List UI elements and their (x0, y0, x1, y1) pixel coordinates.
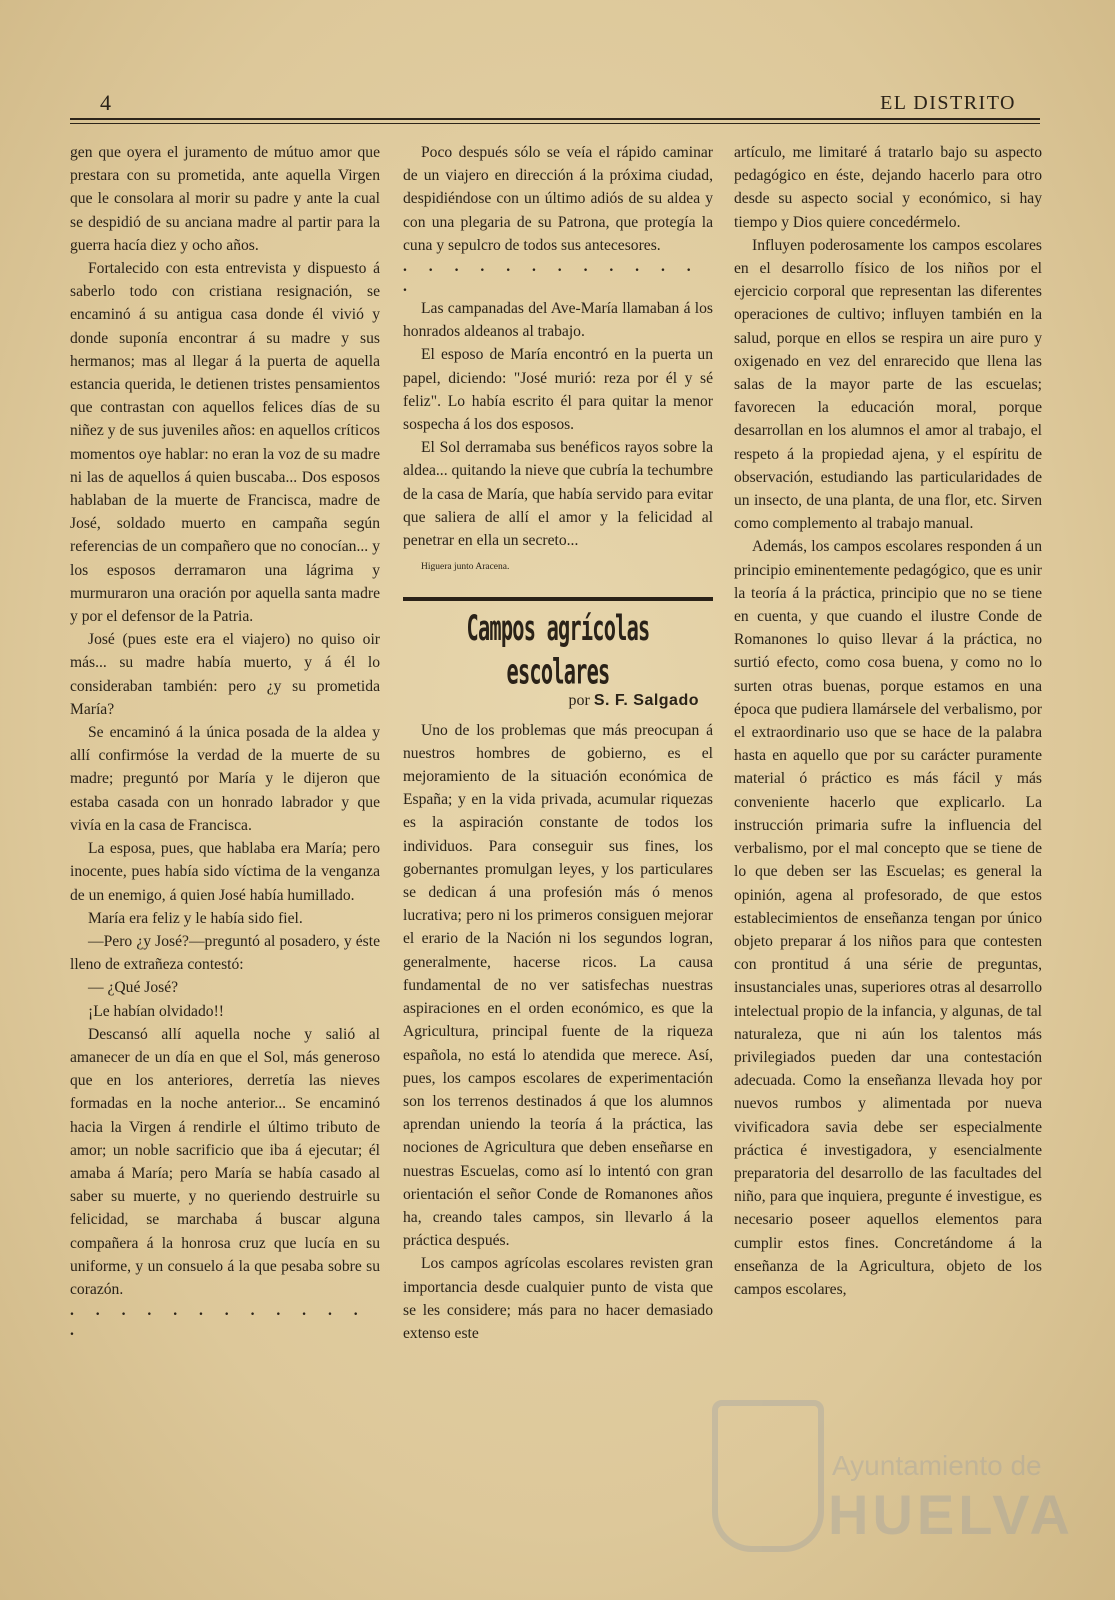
ellipsis-separator: . . . . . . . . . . . . . (403, 258, 700, 296)
paragraph: Uno de los problemas que más preocupan á nuestros hombres de gobierno, es el mejoramiento de la situación económica de España; y en la vida privada, acumular riquezas es la aspiración constante de todos los individuos. Para conseguir sus fines, los gobernantes promulgan leyes, y los particulares se dedican á una profesión más ó menos lucrativa; pero ni los primeros consiguen mejorar el erario de la Nación ni los segundos logran, generalmente, hacerse ricos. La causa fundamental de no ver satisfechas nuestras aspiraciones en el orden económico, es que la Agricultura, principal fuente de la riqueza española, no está lo atendida que merece. Así, pues, los campos escolares de experimentación son los terrenos destinados á que los alumnos aprendan uniendo la teoría á la práctica, las nociones de Agricultura que deben enseñarse en nuestras Escuelas, como así lo intentó con gran orientación el señor Conde de Romanones años ha, creando tales campos, sin llevarlo á la práctica después. (403, 721, 713, 1250)
paragraph: Poco después sólo se veía el rápido caminar de un viajero en dirección á la próxima ciudad, despidiéndose con un último adiós de su aldea y con una plegaria de su Patrona, que protegía la cuna y sepulcro de todos sus antecesores. (403, 144, 713, 254)
paragraph: Además, los campos escolares responden á un principio eminentemente pedagógico, que es unir la teoría á la práctica, principio que no se tiene en cuenta, y que cuando el ilustre Conde de Romanones lo quiso llevar á la práctica, no surtió efecto, como cosa buena, y como no lo surten otras buenas, porque estamos en una época que pudiera llamársele del verbalismo, por el extraordinario uso que se hace de la palabra hasta en aquello que por su carácter puramente material ó práctico es más fácil y más conveniente hacerlo que explicarlo. La instrucción primaria sufre la influencia del verbalismo, por el mal concepto que se tiene de lo que deben ser las Escuelas; es general la opinión, agena al profesorado, de que estos establecimientos de enseñanza tengan por único objeto preparar á los niños para que contesten con prontitud á una série de preguntas, insustanciales unas, superiores otras al desarrollo intelectual propio de la infancia, y algunas, de tal naturaleza, que ni aún los talentos más privilegiados pueden dar una contestación adecuada. Como la enseñanza llevada hoy por nuevos rumbos y alimentada por nueva vivificadora savia debe ser especialmente práctica é investigadora, y esencialmente preparatoria del desarrollo de las facultades del niño, para que inquiera, pregunte é investigue, es necesario poseer aquellos elementos para cumplir estos fines. Concretándome á la enseñanza de la Agricultura, objeto de los campos escolares, (734, 538, 1042, 1298)
paragraph: El Sol derramaba sus benéficos rayos sobre la aldea... quitando la nieve que cubría la techumbre de la casa de María, que había servido para evitar que saliera de allí el amor y la felicidad al penetrar en ella un secreto... (403, 439, 714, 550)
paragraph: Los campos agrícolas escolares revisten gran importancia desde cualquier punto de vista que se les considere; más para no hacer demasiado extenso este (403, 1255, 713, 1342)
story-credit: Higuera junto Aracena. (421, 562, 510, 573)
archive-watermark (712, 1390, 1074, 1560)
page-number: 4 (100, 90, 111, 115)
masthead: EL DISTRITO (880, 92, 1016, 114)
paragraph: José (pues este era el viajero) no quiso oir más... su madre había muerto, y á él lo consideraban también: pero ¿y su prometida María? (70, 631, 380, 718)
paragraph: El esposo de María encontró en la puerta un papel, diciendo: "José murió: reza por él y sé feliz". Lo había escrito él para quitar la menor sospecha á los dos esposos. (403, 346, 713, 434)
article-title: Campos agrícolas escolares (466, 609, 650, 694)
watermark-line1: Ayuntamiento de (832, 1450, 1042, 1481)
column-left (70, 141, 380, 1341)
paragraph: Fortalecido con esta entrevista y dispuesto á saberlo todo con cristiana resignación, se encaminó á su antigua casa donde él vivió y donde suponía encontrar á su madre y sus hermanos; mas al llegar á la puerta de aquella estancia querida, le detienen tristes pensamientos que contrastan con aquellos felices días de su niñez y de sus juveniles años: en aquellos críticos momentos oye hablar: no eran la voz de su madre ni las de aquellos á quien buscaba... Dos esposos hablaban de la muerte de Francisca, madre de José, soldado muerto en campaña según referencias de un compañero que no conocían... y los esposos derramaron una lágrima y murmuraron una oración por aquella santa madre y por el defensor de la Patria. (70, 260, 380, 626)
paragraph: artículo, me limitaré á tratarlo bajo su aspecto pedagógico en éste, dejando hacerlo para otro desde su aspecto social y económico, si hay tiempo y Dios quiere concedérmelo. (734, 144, 1042, 231)
header-rule-thin (70, 123, 1040, 124)
paragraph: ¡Le habían olvidado!! (88, 1002, 224, 1020)
watermark-line2: HUELVA (828, 1483, 1074, 1546)
header-rule (70, 118, 1040, 120)
seal-icon (712, 1400, 824, 1552)
ellipsis-separator: . . . . . . . . . . . . . (70, 1302, 367, 1340)
paragraph: María era feliz y le había sido fiel. (88, 909, 303, 927)
page-header (70, 88, 1040, 120)
paragraph: — ¿Qué José? (88, 979, 179, 997)
paragraph: Las campanadas del Ave-María llamaban á los honrados aldeanos al trabajo. (403, 300, 713, 341)
column-right (734, 141, 1042, 1301)
byline-prefix: por (568, 692, 590, 710)
article-separator (403, 597, 713, 601)
column-middle (403, 141, 713, 1345)
paragraph: La esposa, pues, que hablaba era María; pero inocente, pues había sido víctima de la venganza de un enemigo, á quien José había humillado. (70, 840, 380, 904)
paragraph: —Pero ¿y José?—preguntó al posadero, y éste lleno de extrañeza contestó: (70, 932, 380, 974)
paragraph: gen que oyera el juramento de mútuo amor que prestara con su prometida, ante aquella Virgen que le consolara al morir su padre y ante la cual se despidió de su anciana madre al partir para la guerra hacía diez y ocho años. (70, 144, 380, 254)
byline-author: S. F. Salgado (593, 692, 699, 710)
paragraph: Influyen poderosamente los campos escolares en el desarrollo físico de los niños por el ejercicio corporal que representan las diferentes operaciones de cultivo; influyen también en la salud, porque en ellos se respira un aire puro y oxigenado en vez del enrarecido que llena las salas de la mayor parte de las escuelas; favorecen la educación moral, porque desarrollan en los alumnos el amor al trabajo, el respeto á la propiedad ajena, y el espíritu de observación, estudiando las particularidades de un insecto, de una planta, de una flor, etc. Sirven como complemento al trabajo manual. (734, 236, 1042, 533)
paragraph: Descansó allí aquella noche y salió al amanecer de un día en que el Sol, más generoso que en los anteriores, derretía las nieves formadas en la noche anterior... Se encaminó hacia la Virgen á rendirle el último tributo de amor; un noble sacrificio que iba á ejecutar; él amaba á María; pero María se había casado al saber su muerte, y no queriendo destruirle su felicidad, se marchaba á buscar alguna compañera á la honrosa cruz que lucía en su uniforme, y un consuelo á la que pesaba sobre su corazón. (70, 1025, 380, 1298)
paragraph: Se encaminó á la única posada de la aldea y allí confirmóse la verdad de la muerte de su madre; preguntó por María y le dijeron que estaba casada con un honrado labrador y que vivía en la casa de Francisca. (70, 724, 380, 834)
